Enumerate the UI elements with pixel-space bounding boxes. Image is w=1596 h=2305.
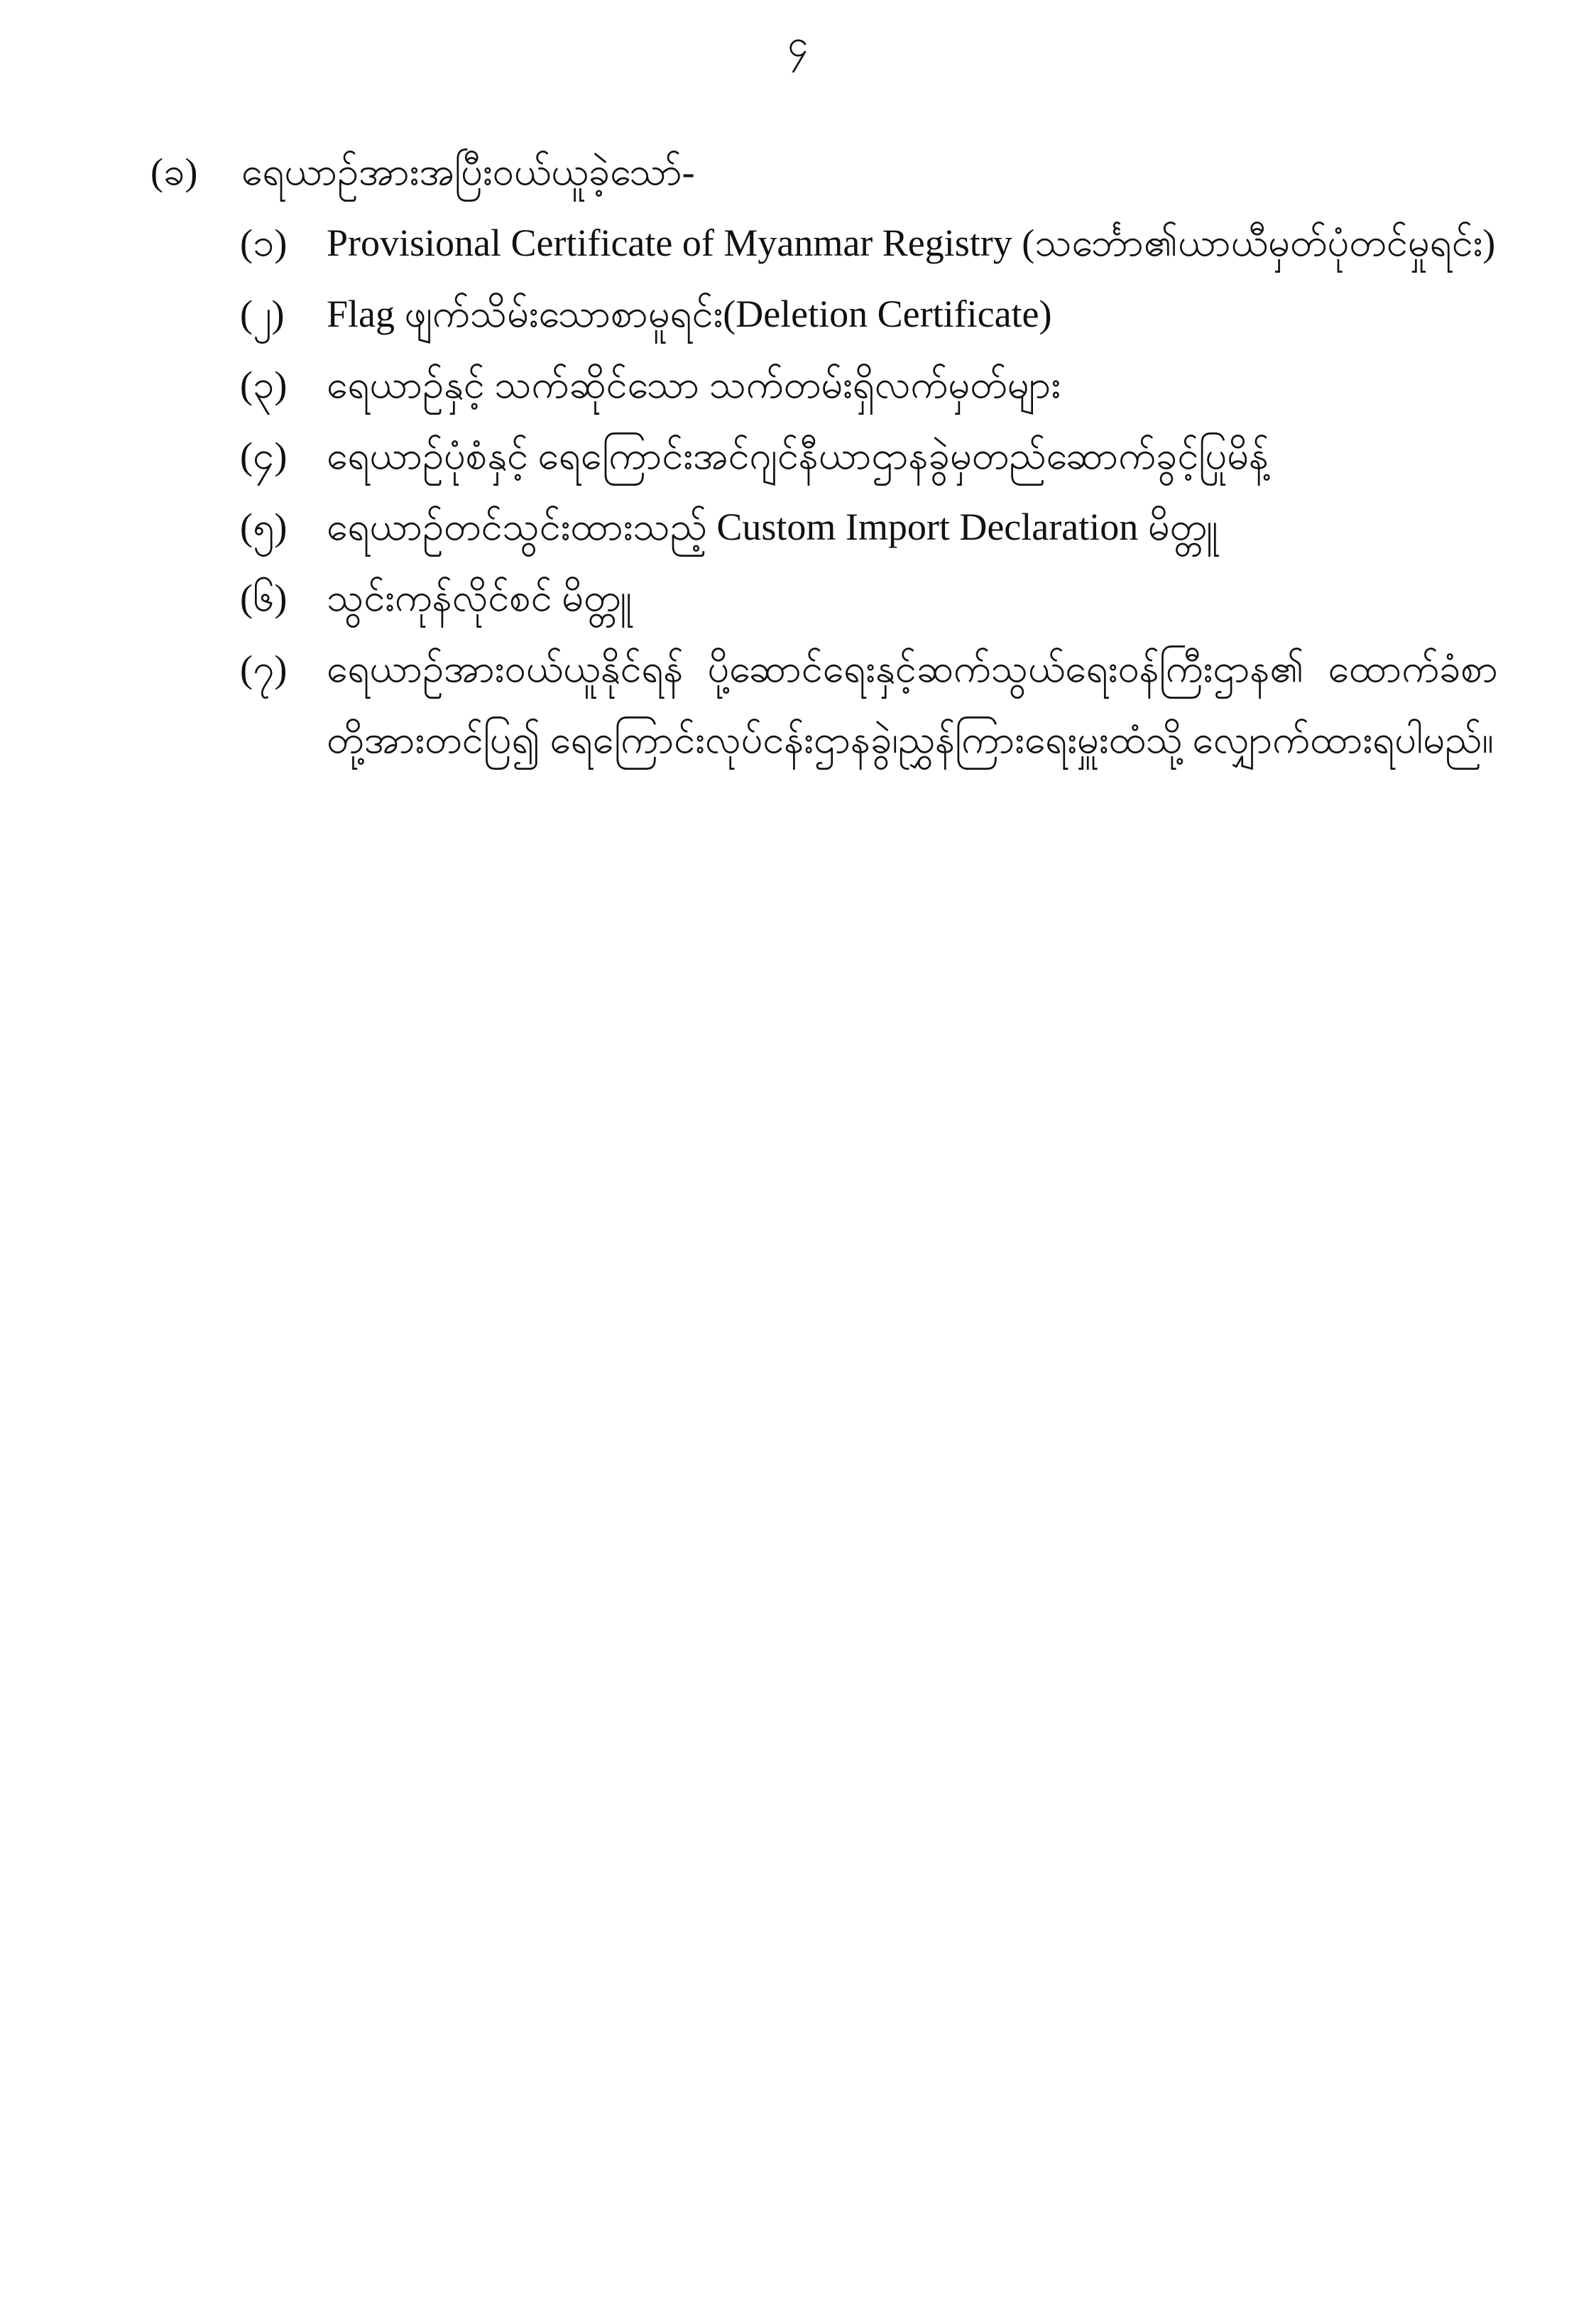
list-item-number: (၅) [240,506,288,548]
list-item [240,278,1499,349]
list-item-text: ရေယာဉ်တင်သွင်းထားသည့် Custom Import Declaration မိတ္တူ [327,506,1218,548]
list-item-number: (၄) [240,435,288,477]
list-item-number: (၇) [240,648,288,690]
page-number: ၄ [787,24,809,65]
list-item-number: (၁) [240,222,288,264]
requirement-list [240,207,1499,775]
section-kha [151,136,1499,775]
list-item-number: (၂) [240,293,285,335]
list-item [240,562,1499,633]
list-item-text: Provisional Certificate of Myanmar Registry (သင်္ဘော၏ယာယီမှတ်ပုံတင်မှုရင်း) [327,222,1496,264]
list-item [240,420,1499,491]
list-item [240,491,1499,562]
list-item-text: Flag ဖျက်သိမ်းသောစာမူရင်း(Deletion Certificate) [327,293,1052,335]
list-item-text: ရေယာဉ်နှင့် သက်ဆိုင်သော သက်တမ်းရှိလက်မှတ်များ [327,364,1061,406]
section-number: (ခ) [151,151,198,193]
list-item [240,633,1499,775]
list-item [240,207,1499,278]
list-item-text: ရေယာဉ်ပုံစံနှင့် ရေကြောင်းအင်ဂျင်နီယာဌာနခွဲမှတည်ဆောက်ခွင့်ပြုမိန့် [327,435,1269,477]
list-item-number: (၆) [240,577,288,619]
list-item [240,349,1499,420]
list-item-text: သွင်းကုန်လိုင်စင် မိတ္တူ [327,577,633,619]
section-heading: ရေယာဉ်အားအပြီးဝယ်ယူခဲ့သော်- [241,151,695,193]
section-heading-row [151,136,1499,207]
list-item-text: ရေယာဉ်အားဝယ်ယူနိုင်ရန် ပို့ဆောင်ရေးနှင့်ဆက်သွယ်ရေးဝန်ကြီးဌာန၏ ထောက်ခံစာတို့အားတင်ပြ၍ ရေကြောင်းလုပ်ငန်းဌာနခွဲ၊ညွှန်ကြားရေးမှူးထံသို့ လျှောက်ထားရပါမည်။ [327,648,1498,761]
list-item-number: (၃) [240,364,288,406]
